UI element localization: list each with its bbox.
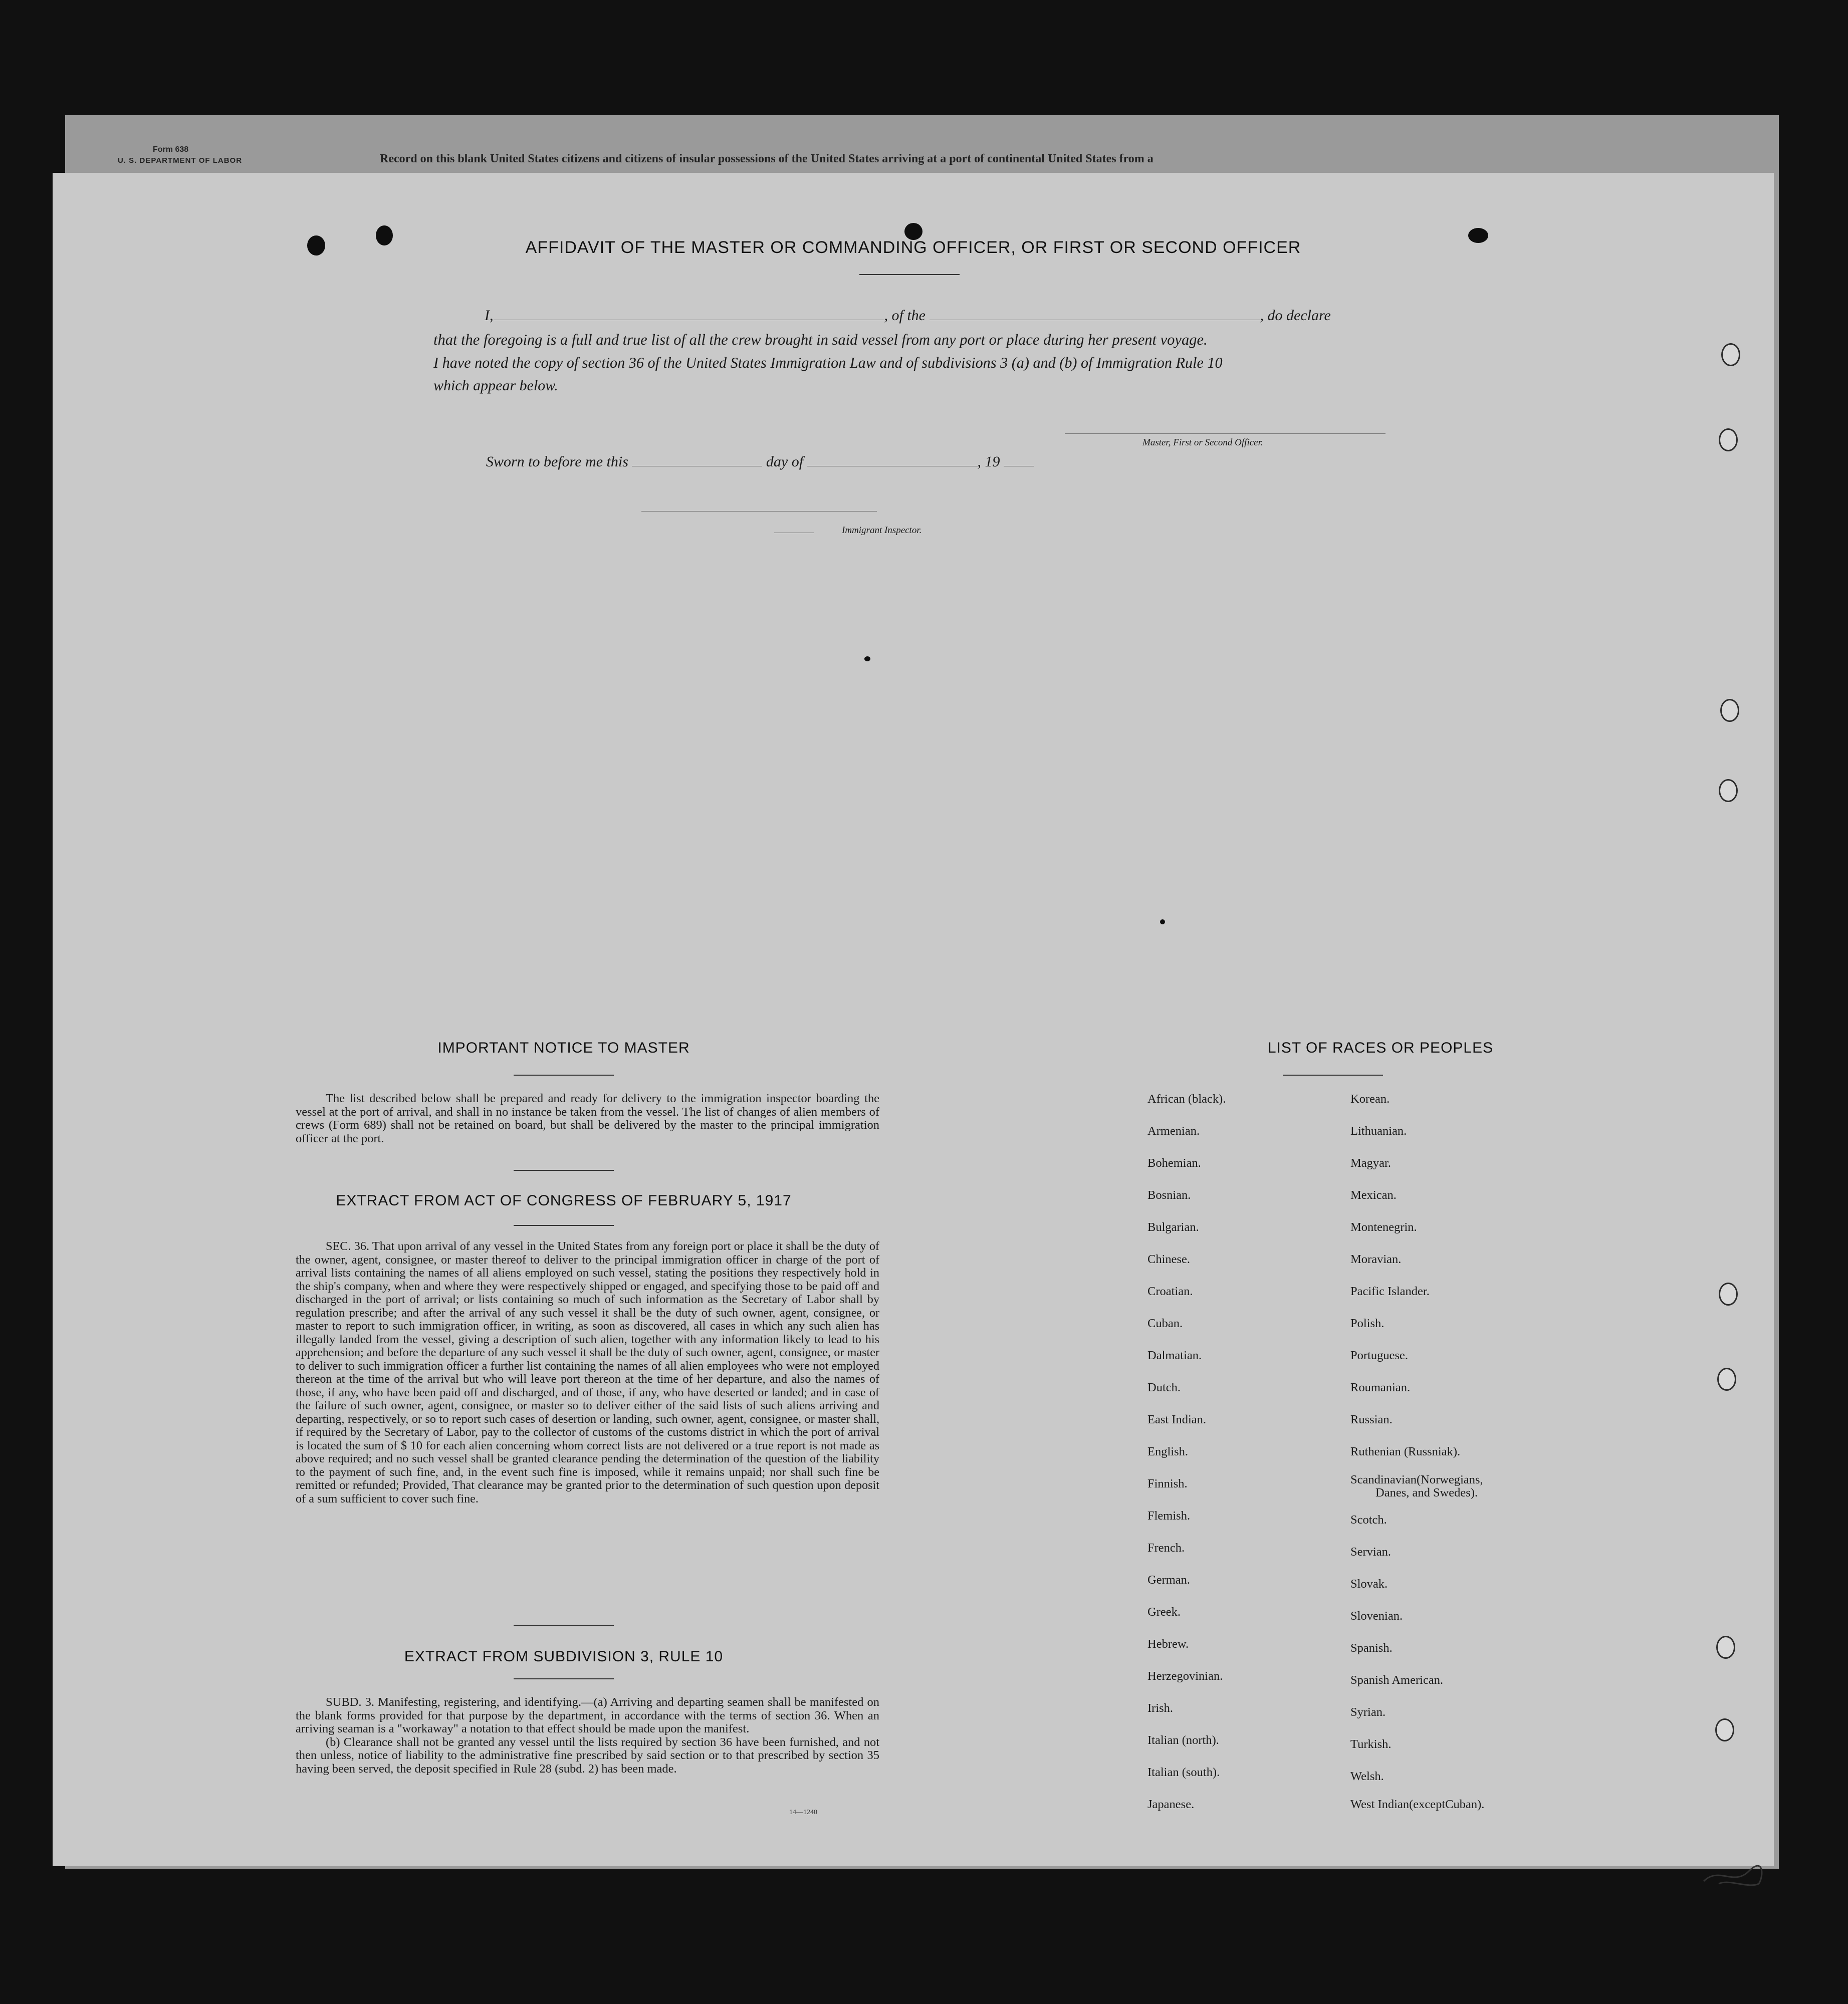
- back-form-number: Form 638: [153, 145, 189, 154]
- binder-hole: [1719, 428, 1738, 451]
- race-item: Mexican.: [1350, 1188, 1397, 1202]
- race-item: Ruthenian (Russniak).: [1350, 1445, 1461, 1458]
- race-item: Flemish.: [1147, 1509, 1191, 1523]
- rule-paragraph-b: (b) Clearance shall not be granted any vessel until the lists required by section 36 have been furnished, and not then unless, notice of liability to the administrative fine prescribed by said section or to that prescribed by section 35 having been served, the deposit specified in Rule 28 (subd. 2) has been made.: [296, 1735, 879, 1776]
- race-item: Danes, and Swedes).: [1375, 1486, 1478, 1499]
- race-item: Scandinavian(Norwegians,: [1350, 1473, 1483, 1486]
- affidavit-line-3: I have noted the copy of section 36 of the United States Immigration Law and of subdivisions 3 (a) and (b) of Immigration Rule 10: [433, 354, 1223, 371]
- affidavit-line-2: that the foregoing is a full and true list of all the crew brought in said vessel from any port or place during her present voyage.: [433, 331, 1208, 348]
- race-item: French.: [1147, 1541, 1185, 1555]
- races-divider: [1283, 1075, 1383, 1076]
- binder-hole: [1715, 1718, 1734, 1741]
- race-item: Korean.: [1350, 1092, 1390, 1106]
- affidavit-declare-label: , do declare: [1260, 307, 1331, 324]
- race-item: Magyar.: [1350, 1156, 1391, 1170]
- race-item: Croatian.: [1147, 1285, 1193, 1298]
- notice-divider: [514, 1075, 614, 1076]
- ink-dot: [1160, 919, 1165, 924]
- master-signature-line[interactable]: [1065, 433, 1385, 434]
- sworn-text: Sworn to before me this: [486, 453, 628, 470]
- race-item: Finnish.: [1147, 1477, 1188, 1490]
- race-item: Japanese.: [1147, 1798, 1195, 1811]
- front-sheet: [53, 173, 1774, 1866]
- affidavit-i-label: I,: [485, 307, 494, 324]
- sworn-month-blank[interactable]: [807, 454, 978, 466]
- day-of-text: day of: [766, 453, 804, 470]
- title-divider: [859, 274, 960, 275]
- extract-act-divider: [514, 1225, 614, 1226]
- back-department: U. S. DEPARTMENT OF LABOR: [118, 156, 243, 165]
- race-item: German.: [1147, 1573, 1191, 1587]
- binder-hole: [1717, 1368, 1736, 1391]
- extract-act-title: EXTRACT FROM ACT OF CONGRESS OF FEBRUARY 5, 1917: [336, 1192, 792, 1209]
- race-item: Italian (south).: [1147, 1766, 1220, 1779]
- extract-rule-body: [296, 1696, 879, 1776]
- race-item: Scotch.: [1350, 1513, 1387, 1527]
- race-item: Greek.: [1147, 1605, 1181, 1619]
- race-item: Bohemian.: [1147, 1156, 1201, 1170]
- sworn-day-blank[interactable]: [632, 454, 762, 466]
- notice-title: IMPORTANT NOTICE TO MASTER: [437, 1040, 690, 1056]
- race-item: Montenegrin.: [1350, 1220, 1417, 1234]
- notice-paragraph: The list described below shall be prepared and ready for delivery to the immigration inspector boarding the vessel at the port of arrival, and shall in no instance be taken from the vessel. The list of changes of alien members of crews (Form 689) shall not be retained on board, but shall be delivered by the master to the principal immigration officer at the port.: [296, 1092, 879, 1145]
- race-item: Chinese.: [1147, 1252, 1191, 1266]
- race-item: African (black).: [1147, 1092, 1226, 1106]
- race-item: Bulgarian.: [1147, 1220, 1199, 1234]
- race-item: Slovenian.: [1350, 1609, 1403, 1623]
- punch-hole-mark: [904, 223, 922, 240]
- notice-body: [296, 1092, 879, 1145]
- binder-hole: [1721, 343, 1740, 366]
- year-prefix: , 19: [977, 453, 1000, 470]
- race-item: Russian.: [1350, 1413, 1393, 1426]
- name-blank[interactable]: [494, 308, 884, 320]
- inspector-signature-line[interactable]: [641, 511, 877, 512]
- back-record-text: Record on this blank United States citizens and citizens of insular possessions of the United States arriving at a port of continental United States from a: [380, 152, 1153, 165]
- race-item: Herzegovinian.: [1147, 1669, 1223, 1683]
- race-item: Hebrew.: [1147, 1637, 1189, 1651]
- race-item: Welsh.: [1350, 1770, 1384, 1783]
- affidavit-title: AFFIDAVIT OF THE MASTER OR COMMANDING OFFICER, OR FIRST OR SECOND OFFICER: [525, 238, 1301, 257]
- race-item: Cuban.: [1147, 1317, 1183, 1330]
- affidavit-line-1: [485, 307, 1331, 324]
- race-item: Dalmatian.: [1147, 1349, 1202, 1362]
- binder-hole: [1719, 1283, 1738, 1306]
- race-item: Slovak.: [1350, 1577, 1388, 1591]
- race-item: West Indian(exceptCuban).: [1350, 1798, 1485, 1811]
- binder-hole: [1720, 699, 1739, 722]
- race-item: Bosnian.: [1147, 1188, 1191, 1202]
- race-item: Syrian.: [1350, 1705, 1386, 1719]
- inspector-label: Immigrant Inspector.: [842, 525, 922, 536]
- race-item: East Indian.: [1147, 1413, 1207, 1426]
- extract-rule-title: EXTRACT FROM SUBDIVISION 3, RULE 10: [404, 1648, 724, 1665]
- sworn-line: [486, 453, 1034, 470]
- race-item: Servian.: [1350, 1545, 1391, 1559]
- extract-act-body: [296, 1240, 879, 1506]
- affidavit-of-the-label: , of the: [884, 307, 926, 324]
- race-item: Roumanian.: [1350, 1381, 1411, 1394]
- master-signature-label: Master, First or Second Officer.: [1142, 437, 1263, 448]
- pencil-scribble: [1699, 1861, 1769, 1891]
- race-item: Polish.: [1350, 1317, 1384, 1330]
- sworn-year-blank[interactable]: [1004, 454, 1034, 466]
- binder-hole: [1716, 1636, 1735, 1659]
- race-item: Spanish.: [1350, 1641, 1393, 1655]
- binder-hole: [1719, 779, 1738, 802]
- race-item: Moravian.: [1350, 1252, 1402, 1266]
- race-item: Dutch.: [1147, 1381, 1181, 1394]
- race-item: Irish.: [1147, 1701, 1174, 1715]
- extract-rule-divider: [514, 1678, 614, 1679]
- vessel-blank[interactable]: [930, 308, 1260, 320]
- race-item: Pacific Islander.: [1350, 1285, 1430, 1298]
- race-item: English.: [1147, 1445, 1188, 1458]
- print-code: 14—1240: [789, 1809, 817, 1816]
- race-item: Lithuanian.: [1350, 1124, 1407, 1138]
- extract-act-end-divider: [514, 1625, 614, 1626]
- race-item: Italian (north).: [1147, 1733, 1219, 1747]
- race-item: Portuguese.: [1350, 1349, 1408, 1362]
- races-title: LIST OF RACES OR PEOPLES: [1267, 1040, 1494, 1056]
- race-item: Spanish American.: [1350, 1673, 1444, 1687]
- ink-dot: [864, 656, 870, 661]
- race-item: Armenian.: [1147, 1124, 1200, 1138]
- notice-end-divider: [514, 1170, 614, 1171]
- race-item: Turkish.: [1350, 1737, 1392, 1751]
- affidavit-line-4: which appear below.: [433, 377, 558, 394]
- section-36-paragraph: SEC. 36. That upon arrival of any vessel in the United States from any foreign port or place it shall be the duty of the owner, agent, consignee, or master thereof to deliver to the principal immigration officer in charge of the port of arrival lists containing the names of all aliens employed on such vessel, stating the positions they respectively hold in the ship's company, when and where they were respectively shipped or engaged, and specifying those to be paid off and discharged in the port of arrival; or lists containing so much of such information as the Secretary of Labor shall by regulation prescribe; and after the arrival of any such vessel it shall be the duty of such owner, agent, consignee, or master to report to such immigration officer, in writing, as soon as discovered, all cases in which any such alien has illegally landed from the vessel, giving a description of such alien, together with any information likely to lead to his apprehension; and before the departure of any such vessel it shall be the duty of such owner, agent, consignee, or master to deliver to such immigration officer a further list containing the names of all alien employees who were not employed thereon at the time of the arrival but who will leave port thereon at the time of her departure, and also the names of those, if any, who have been paid off and discharged, and of those, if any, who have deserted or landed; and in case of the failure of such owner, agent, consignee, or master so to deliver either of the said lists of such aliens arriving and departing, respectively, or so to report such cases of desertion or landing, such owner, agent, consignee, or master shall, if required by the Secretary of Labor, pay to the collector of customs of the customs district in which the port of arrival is located the sum of $ 10 for each alien concerning whom correct lists are not delivered or a true report is not made as above required; and no such vessel shall be granted clearance pending the determination of the question of the liability to the payment of such fine, and, in the event such fine is imposed, while it remains unpaid; nor shall such fine be remitted or refunded; Provided, That clearance may be granted prior to the determination of such question upon deposit of a sum sufficient to cover such fine.: [296, 1239, 879, 1506]
- rule-paragraph-a: SUBD. 3. Manifesting, registering, and identifying.—(a) Arriving and departing seamen shall be manifested on the blank forms provided for that purpose by the department, in accordance with the terms of section 36. When an arriving seaman is a "workaway" a notation to that effect should be made upon the manifest.: [296, 1695, 879, 1735]
